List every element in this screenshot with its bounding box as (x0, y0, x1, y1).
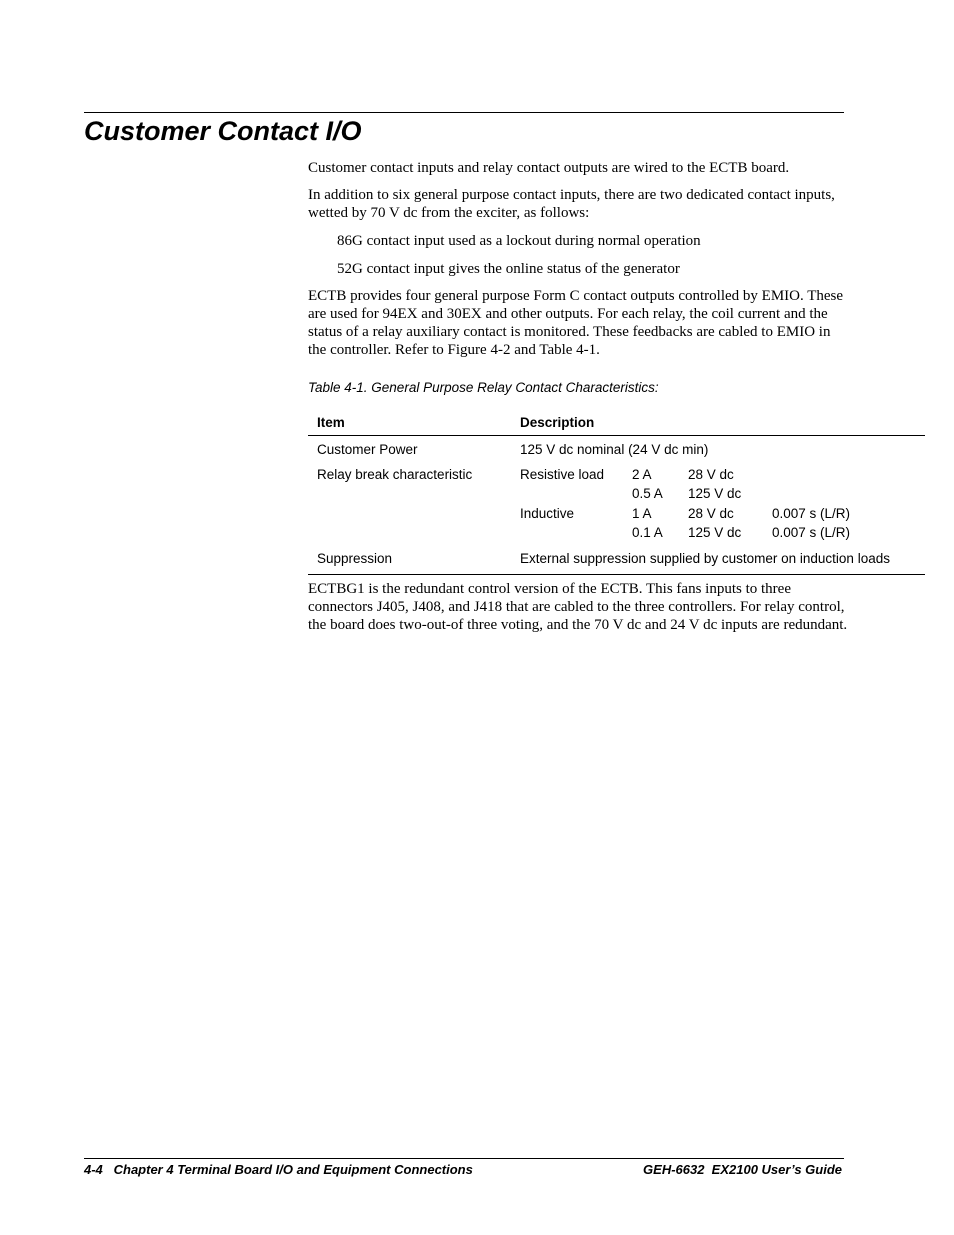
table-bottom-rule (308, 574, 925, 575)
table-row (308, 436, 925, 463)
footer-rule (84, 1158, 844, 1159)
cell-resistive-voltage: 125 V dc (688, 486, 742, 501)
table-row (308, 463, 925, 574)
cell-inductive-voltage: 28 V dc (688, 506, 734, 521)
header-rule (84, 112, 844, 113)
relay-characteristics-table (308, 408, 925, 575)
cell-resistive-voltage: 28 V dc (688, 467, 734, 482)
section-title: Customer Contact I/O (84, 116, 362, 146)
list-item-86g: 86G contact input used as a lockout during normal operation (337, 233, 701, 249)
footer-chapter: 4-4 Chapter 4 Terminal Board I/O and Equipment Connections (84, 1162, 473, 1177)
cell-item-customer-power: Customer Power (317, 442, 418, 457)
paragraph-intro: Customer contact inputs and relay contact outputs are wired to the ECTB board. (308, 160, 790, 176)
table-header-row (308, 408, 925, 436)
footer-guide-title: GEH-6632 EX2100 User’s Guide (643, 1162, 842, 1177)
cell-item-suppression: Suppression (317, 551, 393, 566)
list-item-52g: 52G contact input gives the online status of the generator (337, 261, 680, 277)
cell-inductive-label: Inductive (520, 506, 575, 521)
cell-customer-power-value: 125 V dc nominal (24 V dc min) (520, 442, 709, 457)
paragraph-contact-inputs: In addition to six general purpose contact inputs, there are two dedicated contact inputs, wetted by 70 V dc from the exciter, as follows: (308, 187, 835, 221)
cell-resistive-current: 2 A (632, 467, 652, 482)
cell-inductive-time: 0.007 s (L/R) (772, 506, 851, 521)
cell-inductive-current: 1 A (632, 506, 652, 521)
paragraph-contact-outputs: ECTB provides four general purpose Form C contact outputs controlled by EMIO. These are used for 94EX and 30EX and other outputs. For each relay, the coil current and the status of a relay auxiliary contact is monitored. These feedbacks are cabled to EMIO in the controller. Refer to Figure 4-2 and Table 4-1. (308, 288, 844, 358)
cell-resistive-current: 0.5 A (632, 486, 663, 501)
cell-item-relay-break: Relay break characteristic (317, 467, 473, 482)
header-item: Item (317, 415, 345, 430)
cell-resistive-label: Resistive load (520, 467, 605, 482)
cell-inductive-current: 0.1 A (632, 525, 663, 540)
header-description: Description (520, 415, 595, 430)
cell-inductive-time: 0.007 s (L/R) (772, 525, 851, 540)
cell-suppression-value: External suppression supplied by customer on induction loads (520, 551, 890, 566)
table-caption: Table 4-1. General Purpose Relay Contact Characteristics: (308, 380, 659, 395)
cell-inductive-voltage: 125 V dc (688, 525, 742, 540)
paragraph-redundant-version: ECTBG1 is the redundant control version of the ECTB. This fans inputs to three connectors J405, J408, and J418 that are cabled to the three controllers. For relay control, the board does two-out-of three voting, and the 70 V dc and 24 V dc inputs are redundant. (308, 581, 848, 633)
